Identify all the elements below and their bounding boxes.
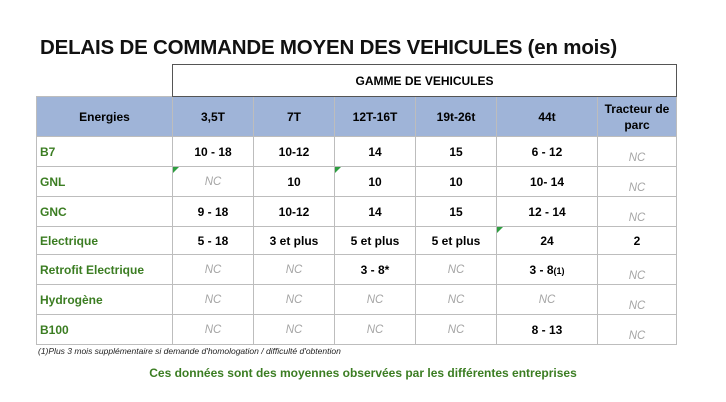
cell-value: NC <box>628 300 646 312</box>
source-note: Ces données sont des moyennes observées par les différentes entreprises <box>149 366 577 380</box>
table-cell <box>497 227 598 255</box>
table-cell <box>335 285 416 315</box>
cell-value: NC <box>204 263 222 276</box>
table-cell <box>254 197 335 227</box>
cell-value: 3 - 8 <box>529 262 554 277</box>
energy-label: GNL <box>37 167 173 197</box>
table-cell <box>173 197 254 227</box>
table-cell <box>173 285 254 315</box>
energy-label: Hydrogène <box>37 285 173 315</box>
table-cell <box>497 255 598 285</box>
column-header-19t-26t: 19t-26t <box>416 97 497 137</box>
table-cell <box>254 227 335 255</box>
cell-value: NC <box>366 293 384 306</box>
energy-label: GNC <box>37 197 173 227</box>
table-row <box>37 227 677 255</box>
group-header: GAMME DE VEHICULES <box>173 65 677 97</box>
table-cell <box>497 167 598 197</box>
cell-value: NC <box>628 330 646 342</box>
table-cell <box>254 167 335 197</box>
cell-value: 3 et plus <box>269 233 319 248</box>
cell-value: 6 - 12 <box>531 144 563 159</box>
cell-value: 10 - 18 <box>194 144 232 159</box>
cell-value: 15 <box>449 204 463 219</box>
cell-value: NC <box>628 270 646 282</box>
table-cell <box>497 137 598 167</box>
table-cell <box>497 197 598 227</box>
cell-value: NC <box>285 323 303 336</box>
table-row <box>37 137 677 167</box>
table-cell <box>598 197 677 227</box>
cell-value: 10 <box>449 174 463 189</box>
cell-value: 10- 14 <box>529 174 565 189</box>
cell-value: NC <box>447 293 465 306</box>
table-row <box>37 197 677 227</box>
column-header-44t: 44t <box>497 97 598 137</box>
cell-value: NC <box>204 293 222 306</box>
cell-value: 12 - 14 <box>528 204 566 219</box>
table-cell <box>598 227 677 255</box>
cell-value: 14 <box>368 204 382 219</box>
table-row <box>37 315 677 345</box>
table-cell <box>254 285 335 315</box>
cell-value: 10-12 <box>278 204 310 219</box>
table-cell <box>416 285 497 315</box>
energy-label: B7 <box>37 137 173 167</box>
table-row <box>37 255 677 285</box>
footnote-ref: (1) <box>553 265 565 276</box>
cell-value: NC <box>447 263 465 276</box>
column-header-row <box>37 97 677 137</box>
cell-value: NC <box>628 182 646 194</box>
cell-value: 24 <box>540 233 554 248</box>
cell-value: 10 <box>368 174 382 189</box>
cell-value: 3 - 8* <box>360 262 390 277</box>
energy-label: Electrique <box>37 227 173 255</box>
cell-value: 9 - 18 <box>197 204 229 219</box>
cell-value: NC <box>628 152 646 164</box>
column-header-tracteur: Tracteur de parc <box>598 97 677 137</box>
cell-value: 14 <box>368 144 382 159</box>
delay-table <box>36 64 677 345</box>
cell-value: NC <box>204 175 222 188</box>
table-body <box>37 137 677 345</box>
table-row <box>37 285 677 315</box>
cell-value: 10-12 <box>278 144 310 159</box>
table-cell <box>173 255 254 285</box>
cell-value: NC <box>285 263 303 276</box>
cell-value: 2 <box>633 233 641 248</box>
table-cell <box>416 255 497 285</box>
cell-value: NC <box>285 293 303 306</box>
footnote: (1)Plus 3 mois supplémentaire si demande d'homologation / difficulté d'obtention <box>38 346 341 356</box>
table-cell <box>335 137 416 167</box>
table-cell <box>254 255 335 285</box>
table-cell <box>335 315 416 345</box>
table-cell <box>497 285 598 315</box>
cell-value: 5 et plus <box>350 233 400 248</box>
energy-label: B100 <box>37 315 173 345</box>
page-title: DELAIS DE COMMANDE MOYEN DES VEHICULES (en mois) <box>40 36 617 59</box>
table-cell <box>173 227 254 255</box>
table-cell <box>416 167 497 197</box>
cell-value: 8 - 13 <box>531 322 563 337</box>
cell-value: NC <box>204 323 222 336</box>
table-cell <box>254 315 335 345</box>
table-cell <box>173 315 254 345</box>
cell-value: 15 <box>449 144 463 159</box>
cell-value: NC <box>538 293 556 306</box>
table-cell <box>598 255 677 285</box>
table-cell <box>335 167 416 197</box>
cell-value: NC <box>447 323 465 336</box>
table-cell <box>173 137 254 167</box>
table-cell <box>497 315 598 345</box>
table-cell <box>254 137 335 167</box>
table-cell <box>173 167 254 197</box>
group-header-row <box>37 65 677 97</box>
table-cell <box>416 137 497 167</box>
column-header-energies: Energies <box>37 97 173 137</box>
cell-value: 10 <box>287 174 301 189</box>
table-cell <box>598 137 677 167</box>
column-header-3-5t: 3,5T <box>173 97 254 137</box>
table-cell <box>416 197 497 227</box>
table-cell <box>335 227 416 255</box>
cell-value: 5 et plus <box>431 233 481 248</box>
cell-value: NC <box>628 212 646 224</box>
table-cell <box>416 315 497 345</box>
table-cell <box>335 197 416 227</box>
table-row <box>37 167 677 197</box>
cell-value: NC <box>366 323 384 336</box>
table-cell <box>416 227 497 255</box>
column-header-12t-16t: 12T-16T <box>335 97 416 137</box>
column-header-7t: 7T <box>254 97 335 137</box>
table-cell <box>335 255 416 285</box>
table-cell <box>598 315 677 345</box>
energy-label: Retrofit Electrique <box>37 255 173 285</box>
blank-corner <box>37 65 173 97</box>
cell-value: 5 - 18 <box>197 233 229 248</box>
table-cell <box>598 285 677 315</box>
table-cell <box>598 167 677 197</box>
